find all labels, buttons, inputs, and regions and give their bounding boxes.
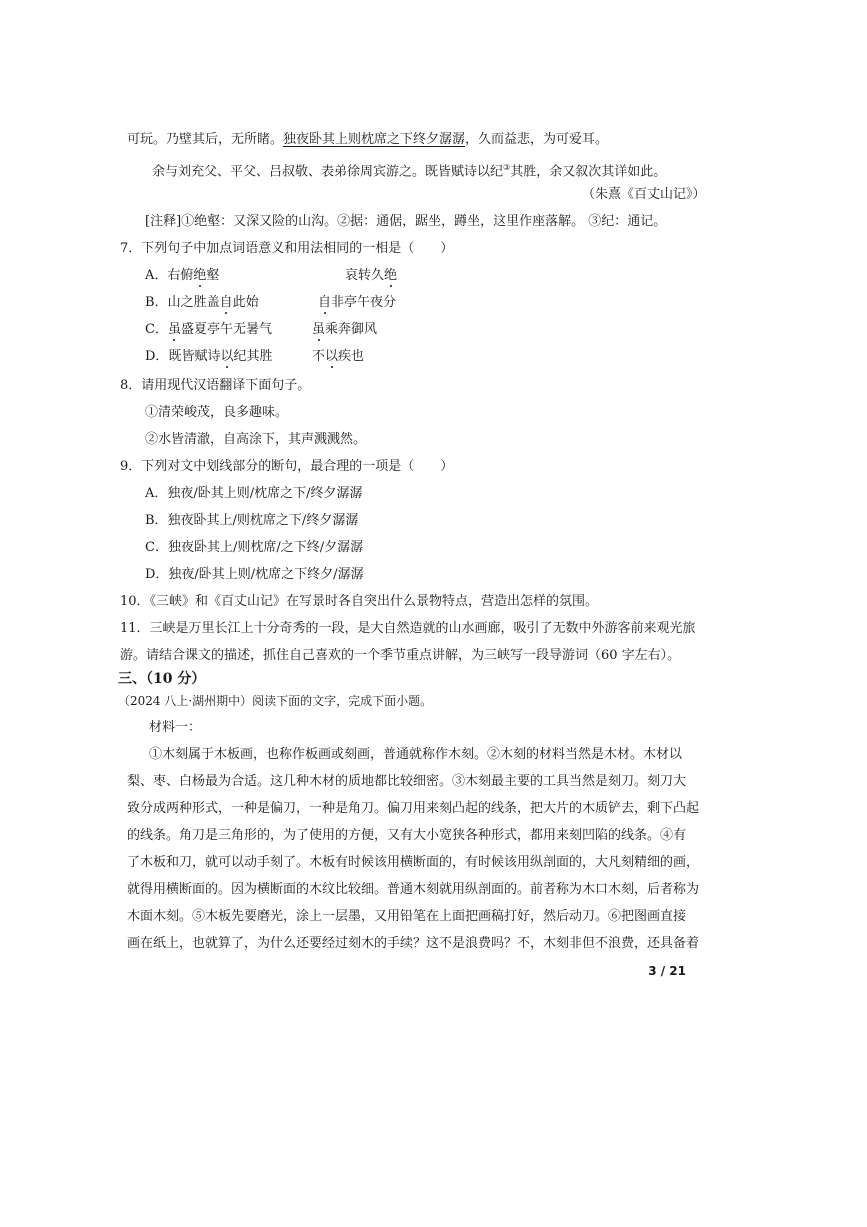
question-10: 10．《三峡》和《百丈山记》在写景时各自突出什么景物特点，营造出怎样的氛围。 [120, 594, 599, 609]
material-paragraph-line: ①木刻属于木板画，也称作板画或刻画，普通就称作木刻。②木刻的材料当然是木材。木材以 [149, 747, 683, 762]
dotted-word: 自 [318, 295, 332, 310]
material-paragraph-line: 木面木刻。⑤木板先要磨光，涂上一层墨，又用铅笔在上面把画稿打好，然后动刀。⑥把图画直接 [127, 909, 687, 924]
option-text: 山之胜盖 [167, 295, 220, 310]
material-paragraph-line: 梨、枣、白杨最为合适。这几种木材的质地都比较细密。③木刻最主要的工具当然是刻刀。刻刀大 [127, 774, 687, 789]
annotation-note: [注释]①绝壑：又深又险的山沟。②据：通倨，踞坐，蹲坐，这里作座落解。 ③纪：通记。 [145, 214, 667, 229]
question-9-option-b: B．独夜卧其上/则枕席之下/终夕潺潺 [145, 513, 359, 528]
material-paragraph-line: 了木板和刀，就可以动手刻了。木板有时候该用横断面的，有时候该用纵剖面的，大凡刻精细的画， [127, 855, 700, 870]
dotted-word: 虽 [312, 322, 326, 337]
section-3-title: 三、（10 分） [118, 671, 206, 687]
dotted-word: 绝 [193, 268, 207, 283]
dotted-word: 绝 [384, 268, 398, 283]
option-letter: A． [145, 268, 168, 283]
option-letter: C． [145, 322, 168, 337]
passage-source: （朱熹《百丈山记》） [582, 187, 706, 202]
passage-line-1 [127, 131, 608, 149]
option-text: 不 [312, 349, 326, 364]
question-11-line-2: 游。请结合课文的描述，抓住自己喜欢的一个季节重点讲解，为三峡写一段导游词（60 字左右）。 [120, 648, 681, 663]
option-text: 哀转久 [345, 268, 385, 283]
option-text: 非亭午夜分 [331, 295, 397, 310]
material-label: 材料一： [149, 720, 202, 735]
material-paragraph-line: 的线条。角刀是三角形的，为了使用的方便，又有大小宽狭各种形式，都用来刻凹陷的线条。④有 [127, 828, 687, 843]
option-text: 右俯 [167, 268, 194, 283]
dotted-word: 以 [325, 349, 339, 364]
option-letter: D． [145, 349, 169, 364]
option-text: 盛夏亭午无暑气 [180, 322, 272, 337]
section-3-intro: （2024 八上·湖州期中）阅读下面的文字，完成下面小题。 [118, 694, 433, 708]
option-letter: B． [145, 295, 168, 310]
footnote-mark: ③ [503, 163, 511, 172]
question-8-stem: 8．请用现代汉语翻译下面句子。 [120, 378, 311, 393]
question-7-option-d [145, 348, 272, 366]
question-9-option-d: D．独夜/卧其上则/枕席之下终夕/潺潺 [145, 567, 364, 582]
material-paragraph-line: 就得用横断面的。因为横断面的木纹比较细。普通木刻就用纵剖面的。前者称为木口木刻，后者称为 [127, 882, 700, 897]
question-7-option-a [145, 267, 219, 285]
option-text: 既皆赋诗 [168, 349, 221, 364]
question-7-stem: 7．下列句子中加点词语意义和用法相同的一相是（ ） [120, 241, 454, 256]
option-text: 此始 [232, 295, 259, 310]
question-9-stem: 9．下列对文中划线部分的断句，最合理的一项是（ ） [120, 459, 454, 474]
option-text: 纪其胜 [233, 349, 273, 364]
question-7-option-b [145, 294, 259, 312]
passage-text: 其胜，余又叙次其详如此。 [510, 164, 667, 180]
question-7-option-c [145, 321, 272, 339]
passage-text: 可玩。乃壁其后，无所睹。 [127, 132, 284, 147]
question-11-line-1: 11．三峡是万里长江上十分奇秀的一段，是大自然造就的山水画廊，吸引了无数中外游客前来观光旅 [120, 621, 696, 636]
question-7-option-b-compare [318, 294, 396, 312]
passage-line-2 [152, 159, 666, 181]
underlined-sentence: 独夜卧其上则枕席之下终夕潺潺 [283, 132, 466, 147]
question-9-option-c: C．独夜卧其上/则枕席/之下终/夕潺潺 [145, 540, 364, 555]
option-text: 疾也 [338, 349, 365, 364]
question-7-option-a-compare [345, 267, 397, 285]
passage-text: ，久而益悲，为可爱耳。 [465, 132, 609, 147]
option-text: 壑 [206, 268, 220, 283]
question-8-sentence-1: ①清荣峻茂，良多趣味。 [145, 405, 289, 420]
question-9-option-a: A．独夜/卧其上则/枕席之下/终夕潺潺 [145, 486, 363, 501]
question-8-sentence-2: ②水皆清澈，自高涂下，其声溅溅然。 [145, 432, 367, 447]
dotted-word: 虽 [167, 322, 181, 337]
passage-text: 余与刘充父、平父、吕叔敬、表弟徐周宾游之。既皆赋诗以纪 [152, 164, 504, 180]
material-paragraph-line: 致分成两种形式，一种是偏刀，一种是角刀。偏刀用来刻凸起的线条，把大片的木质铲去，剩下凸起 [127, 801, 700, 816]
material-paragraph-line: 画在纸上，也就算了，为什么还要经过刻木的手续？这不是浪费吗？不，木刻非但不浪费，还具备着 [127, 936, 700, 951]
question-7-option-c-compare [312, 321, 377, 339]
question-7-option-d-compare [312, 348, 364, 366]
option-text: 乘奔御风 [325, 322, 378, 337]
dotted-word: 自 [219, 295, 233, 310]
dotted-word: 以 [220, 349, 234, 364]
page-number: 3 / 21 [648, 964, 686, 978]
